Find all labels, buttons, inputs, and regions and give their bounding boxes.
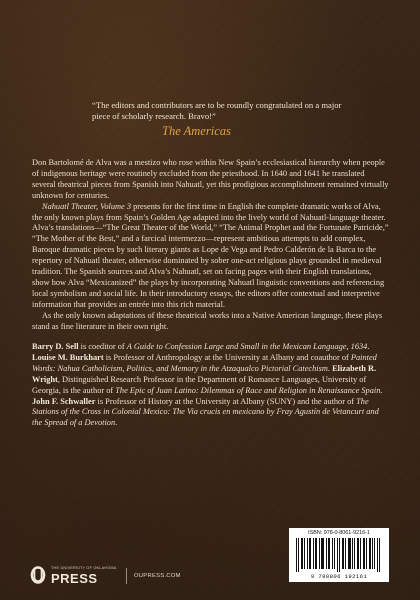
publisher-logo (30, 566, 116, 586)
bio-text: . (380, 385, 383, 395)
book-title: The Stations of the Cross in Colonial Mexico: The Via crucis en mexicano by Fray Agustín de Vetancurt and the Spread of a Devotion (32, 396, 379, 428)
editor-name: Elizabeth R. Wright (32, 363, 377, 384)
publisher-press: PRESS (51, 570, 98, 586)
book-title: Painted Words: Nahua Catholicism, Politics, and Memory in the Atzaqualco Pictorial Catechism (32, 352, 377, 373)
bio-text: is coeditor of (78, 342, 127, 351)
book-title: The Epic of Juan Latino: Dilemmas of Race and Religion in Renaissance Spain (115, 385, 381, 395)
bio-text: . (327, 363, 333, 373)
editor-bios (32, 342, 390, 429)
publisher-url: OUPRESS.COM (134, 573, 181, 579)
isbn-barcode (289, 528, 389, 582)
editor-name: Barry D. Sell (32, 342, 79, 351)
publisher-university: THE UNIVERSITY OF OKLAHOMA (51, 566, 117, 571)
description-paragraph-3: As the only known adaptations of these theatrical works into a Native American language, these plays stand as fine literature in their own right. (32, 310, 383, 331)
review-quote: “The editors and contributors are to be roundly congratulated on a major piece of scholarly research. Bravo!” (92, 100, 342, 121)
barcode-digits: 9 780806 192161 (310, 573, 368, 580)
bio-text: . (115, 418, 118, 428)
publisher-name (51, 566, 116, 585)
isbn-number: ISBN: 978-0-8061-9216-1 (308, 530, 370, 536)
logo-divider (126, 568, 127, 584)
description-paragraph-1: Don Bartolomé de Alva was a mestizo who rose within New Spain’s ecclesiastical hierarchy when people of indigenous heritage were routinely excluded from the priesthood. In 1640 and 1641 he translated several theatrical pieces from Spanish into Nahuatl, yet this prodigious accomplishment remained virtually unknown for centuries. (32, 158, 389, 200)
ou-logo-icon (30, 566, 46, 586)
editor-name: Louise M. Burkhart (32, 352, 104, 362)
description-paragraph-2 (32, 202, 390, 311)
bio-text: is Professor of History at the University at Albany (SUNY) and the author of (95, 396, 357, 406)
bio-text: , Distinguished Research Professor in the Department of Romance Languages, University of Georgia, is the author of (32, 374, 367, 395)
description-paragraph-2-text: presents for the first time in English the complete dramatic works of Alva, the only known plays from Spain’s Golden Age adapted into the lively world of Nahuatl-language theater. Alva’s translations—“The Great Theater of the World,” “The Animal Prophet and the Fortunate Patricide,” “The Mother of the Best,” and a farcical intermezzo—represent ambitious attempts to add complex, Baroque dramatic pieces by such literary giants as Lope de Vega and Pedro Calderón de la Barca to the repertory of Nahuatl theater, otherwise dominated by sober one-act religious plays grounded in medieval tradition. The Spanish sources and Alva’s Nahuatl, set on facing pages with their English translations, show how Alva “Mexicanized” the plays by incorporating Nahuatl linguistic conventions and referencing local symbolism and social life. In their introductory essays, the editors offer contextual and interpretive information that provides an entrée into this rich material. (32, 201, 389, 309)
bio-text: is Professor of Anthropology at the University at Albany and coauthor of (103, 352, 351, 362)
barcode-icon (296, 538, 382, 572)
bio-text: . (367, 342, 370, 351)
editor-name: John F. Schwaller (32, 396, 96, 406)
review-source: The Americas (162, 124, 231, 138)
book-title: A Guide to Confession Large and Small in the Mexican Language, 1634 (126, 342, 368, 351)
description (32, 158, 390, 333)
book-title-italic: Nahuatl Theater, Volume 3 (42, 201, 131, 211)
